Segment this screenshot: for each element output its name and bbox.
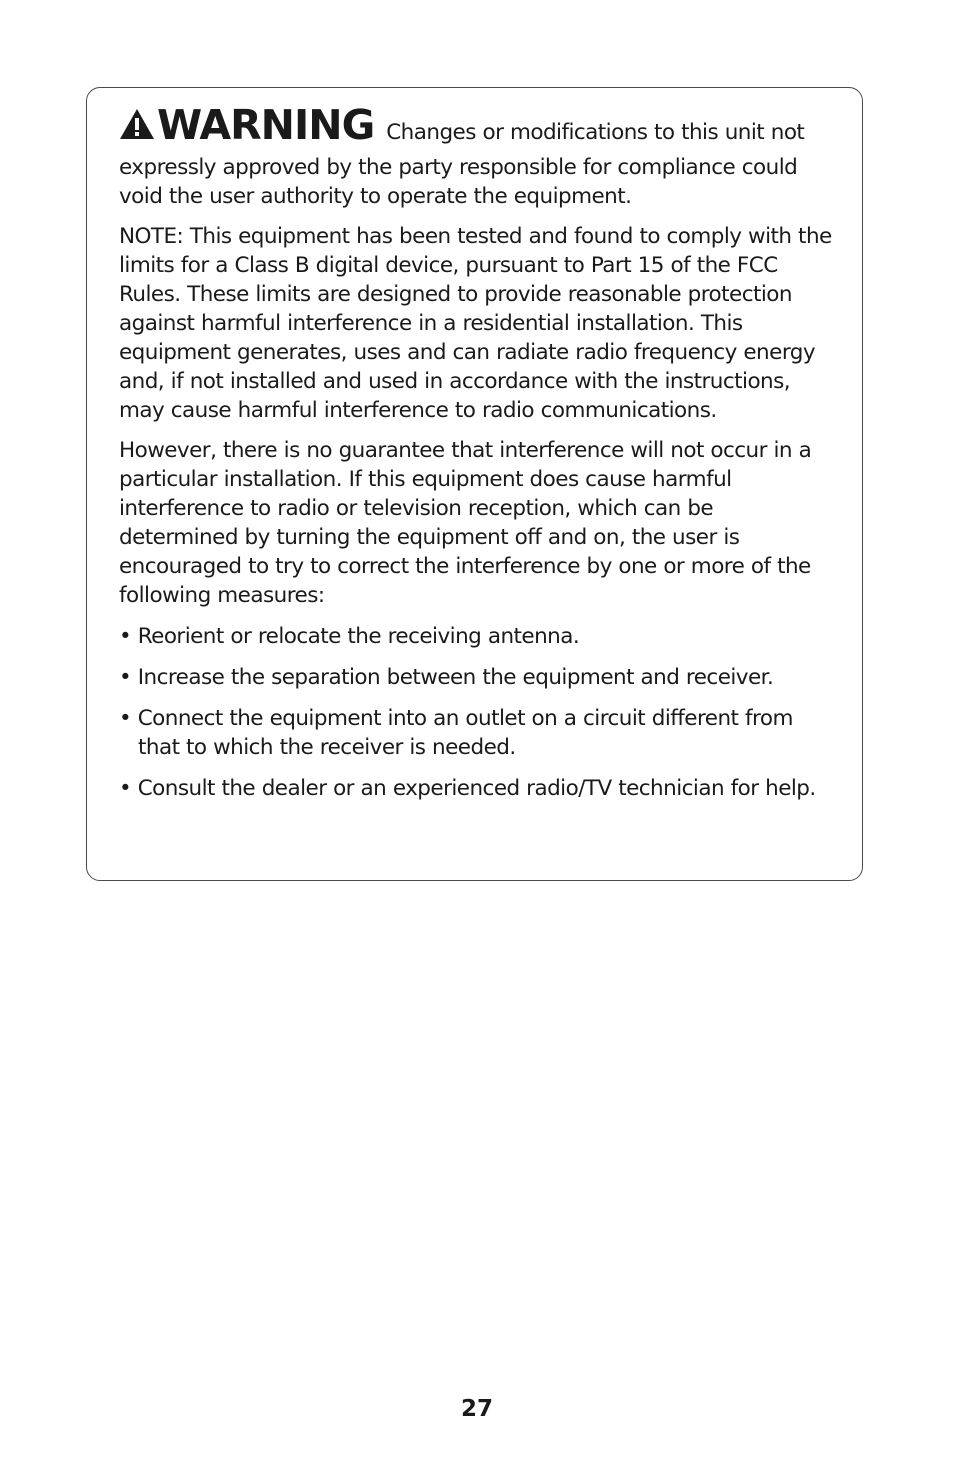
warning-first-line xyxy=(119,101,834,149)
fcc-note-paragraph: NOTE: This equipment has been tested and found to comply with the limits for a Class B digital device, pursuant to Part 15 of the FCC Rules. These limits are designed to provide reasonable protection against harmful interference in a residential installation. This equipment generates, uses and can radiate radio frequency energy and, if not installed and used in accordance with the instructions, may cause harmful interference to radio communications. xyxy=(119,224,832,423)
page-number: 27 xyxy=(460,1396,493,1422)
interference-paragraph: However, there is no guarantee that interference will not occur in a particular installation. If this equipment does cause harmful interference to radio or television reception, which can be determined by turning the equipment off and on, the user is encouraged to try to correct the interference by one or more of the following measures: xyxy=(119,438,812,608)
list-item: • Connect the equipment into an outlet on a circuit different from that to which the receiver is needed. xyxy=(119,706,793,760)
list-item: • Increase the separation between the equipment and receiver. xyxy=(119,665,774,690)
warning-text-first: Changes or modifications to this unit not xyxy=(386,120,805,145)
warning-text-rest: expressly approved by the party responsible for compliance could void the user authority to operate the equipment. xyxy=(119,155,798,209)
warning-box xyxy=(86,87,863,881)
warning-statement xyxy=(119,101,834,211)
list-item: • Consult the dealer or an experienced radio/TV technician for help. xyxy=(119,776,816,801)
warning-word: WARNING xyxy=(157,101,375,149)
warning-triangle-icon xyxy=(119,108,155,140)
list-item: • Reorient or relocate the receiving antenna. xyxy=(119,624,580,649)
warning-heading xyxy=(119,101,386,149)
